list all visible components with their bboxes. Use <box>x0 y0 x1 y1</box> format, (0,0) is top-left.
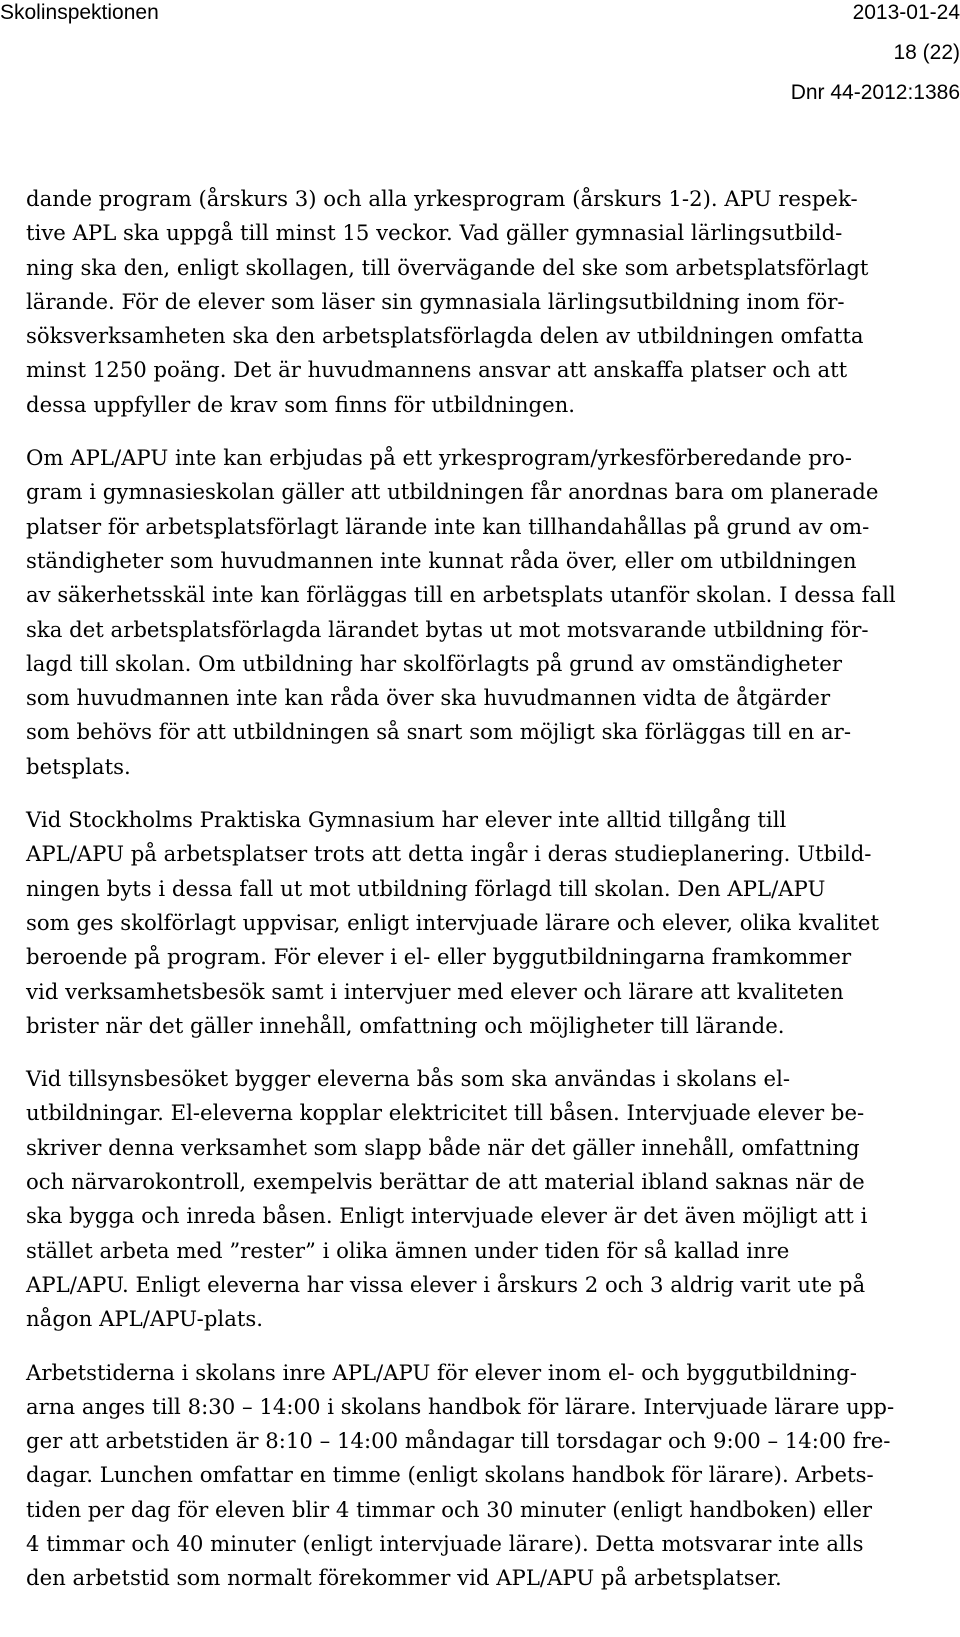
text-line: ska det arbetsplatsförlagda lärandet bytas ut mot motsvarande utbildning för- <box>26 617 869 643</box>
text-line: som behövs för att utbildningen så snart som möjligt ska förläggas till en ar- <box>26 720 851 746</box>
document-body <box>26 183 960 1597</box>
text-line: stället arbeta med ”rester” i olika ämnen under tiden för så kallad inre <box>26 1238 790 1264</box>
paragraph <box>26 804 960 1044</box>
text-line: ningen byts i dessa fall ut mot utbildning förlagd till skolan. Den APL/APU <box>26 876 826 902</box>
page-header <box>0 0 960 104</box>
text-line: beroende på program. För elever i el- eller byggutbildningarna framkommer <box>26 945 852 971</box>
organization-name: Skolinspektionen <box>0 1 159 24</box>
text-line: platser för arbetsplatsförlagt lärande inte kan tillhandahållas på grund av om- <box>26 514 870 540</box>
document-date: 2013-01-24 <box>852 1 960 24</box>
paragraph-gap <box>26 423 960 442</box>
text-line: ständigheter som huvudmannen inte kunnat råda över, eller om utbildningen <box>26 548 857 574</box>
text-line: tive APL ska uppgå till minst 15 veckor. Vad gäller gymnasial lärlingsutbild- <box>26 221 843 247</box>
text-line: den arbetstid som normalt förekommer vid APL/APU på arbetsplatser. <box>26 1566 782 1592</box>
text-line: och närvarokontroll, exempelvis berättar de att material ibland saknas när de <box>26 1170 865 1196</box>
text-line: APL/APU på arbetsplatser trots att detta ingår i deras studieplanering. Utbild- <box>26 842 872 868</box>
paragraph <box>26 1357 960 1597</box>
text-line: utbildningar. El-eleverna kopplar elektricitet till båsen. Intervjuade elever be- <box>26 1101 865 1127</box>
paragraph <box>26 183 960 423</box>
text-line: brister när det gäller innehåll, omfattning och möjligheter till lärande. <box>26 1013 785 1039</box>
text-line: skriver denna verksamhet som slapp både när det gäller innehåll, omfattning <box>26 1135 860 1161</box>
text-line: betsplats. <box>26 754 131 780</box>
text-line: vid verksamhetsbesök samt i intervjuer med elever och lärare att kvaliteten <box>26 979 844 1005</box>
text-line: arna anges till 8:30 – 14:00 i skolans handbok för lärare. Intervjuade lärare upp- <box>26 1394 895 1420</box>
text-line: av säkerhetsskäl inte kan förläggas till en arbetsplats utanför skolan. I dessa fall <box>26 583 896 609</box>
text-line: dande program (årskurs 3) och alla yrkesprogram (årskurs 1-2). APU respek- <box>26 187 858 212</box>
text-line: minst 1250 poäng. Det är huvudmannens ansvar att anskaffa platser och att <box>26 358 848 384</box>
paragraph-gap <box>26 1044 960 1063</box>
text-line: som huvudmannen inte kan råda över ska huvudmannen vidta de åtgärder <box>26 686 831 712</box>
paragraph <box>26 442 960 785</box>
text-line: dagar. Lunchen omfattar en timme (enligt skolans handbok för lärare). Arbets- <box>26 1463 874 1489</box>
registration-number: Dnr 44-2012:1386 <box>790 81 960 104</box>
text-line: ning ska den, enligt skollagen, till övervägande del ske som arbetsplatsförlagt <box>26 255 869 281</box>
text-line: lagd till skolan. Om utbildning har skolförlagts på grund av omständigheter <box>26 651 842 677</box>
text-line: lärande. För de elever som läser sin gymnasiala lärlingsutbildning inom för- <box>26 289 845 315</box>
paragraph-gap <box>26 1338 960 1357</box>
text-line: söksverksamheten ska den arbetsplatsförlagda delen av utbildningen omfatta <box>26 324 864 350</box>
text-line: dessa uppfyller de krav som finns för utbildningen. <box>26 392 576 418</box>
text-line: ska bygga och inreda båsen. Enligt intervjuade elever är det även möjligt att i <box>26 1204 868 1230</box>
page-number: 18 (22) <box>893 41 960 64</box>
paragraph <box>26 1063 960 1337</box>
text-line: 4 timmar och 40 minuter (enligt intervjuade lärare). Detta motsvarar inte alls <box>26 1531 864 1557</box>
text-line: ger att arbetstiden är 8:10 – 14:00 måndagar till torsdagar och 9:00 – 14:00 fre- <box>26 1429 891 1455</box>
text-line: APL/APU. Enligt eleverna har vissa elever i årskurs 2 och 3 aldrig varit ute på <box>26 1272 866 1298</box>
text-line: Om APL/APU inte kan erbjudas på ett yrkesprogram/yrkesförberedande pro- <box>26 446 852 472</box>
text-line: Vid Stockholms Praktiska Gymnasium har elever inte alltid tillgång till <box>26 808 787 834</box>
text-line: Vid tillsynsbesöket bygger eleverna bås som ska användas i skolans el- <box>26 1067 791 1093</box>
text-line: som ges skolförlagt uppvisar, enligt intervjuade lärare och elever, olika kvalitet <box>26 910 879 936</box>
text-line: någon APL/APU-plats. <box>26 1307 264 1333</box>
text-line: tiden per dag för eleven blir 4 timmar och 30 minuter (enligt handboken) eller <box>26 1497 873 1523</box>
paragraph-gap <box>26 785 960 804</box>
text-line: Arbetstiderna i skolans inre APL/APU för elever inom el- och byggutbildning- <box>26 1360 857 1386</box>
text-line: gram i gymnasieskolan gäller att utbildningen får anordnas bara om planerade <box>26 480 879 506</box>
